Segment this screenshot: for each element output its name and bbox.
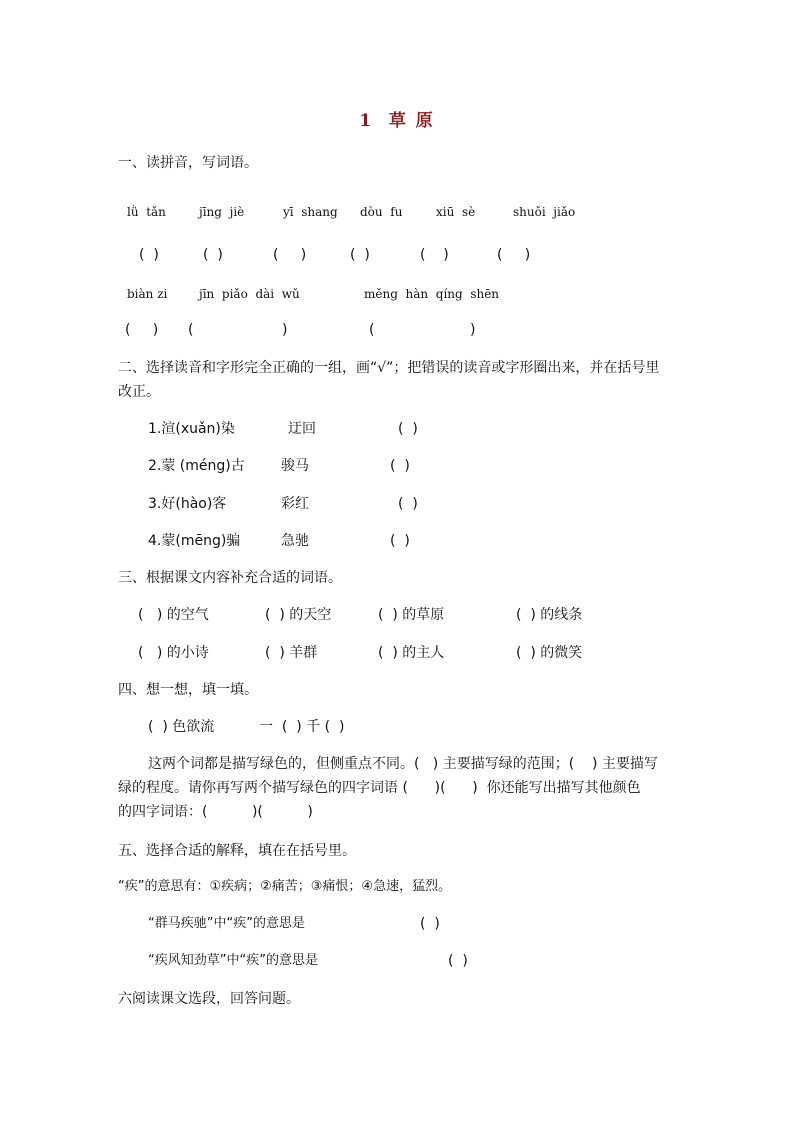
- fill-phrase[interactable]: ( ) 的微笑: [516, 645, 583, 661]
- meaning-list: “疾”的意思有：①疾病；②痛苦；③痛恨；④急速，猛烈。: [118, 879, 452, 894]
- answer-blank[interactable]: ( ): [497, 247, 531, 263]
- answer-blank[interactable]: ): [470, 322, 476, 338]
- answer-blank[interactable]: ( ): [398, 496, 418, 512]
- pinyin-item: jīn piǎo dài wǔ: [199, 287, 300, 301]
- pinyin-item: jīng jiè: [199, 205, 245, 219]
- answer-blank[interactable]: ( ): [273, 247, 307, 263]
- fill-phrase[interactable]: ( ) 的主人: [378, 645, 445, 661]
- choice-word: 骏马: [281, 458, 309, 474]
- fill-phrase[interactable]: ( ) 羊群: [265, 645, 318, 661]
- section-2-heading: 二、选择读音和字形完全正确的一组，画“√”；把错误的读音或字形圈出来，并在括号里: [118, 360, 660, 376]
- section-2-heading-cont: 改正。: [118, 384, 160, 400]
- answer-blank[interactable]: (: [188, 322, 194, 338]
- answer-blank[interactable]: ( ): [420, 916, 440, 932]
- choice-word: 2.蒙 (méng)古: [148, 458, 245, 474]
- fill-phrase[interactable]: ( ) 的草原: [378, 607, 445, 623]
- answer-blank[interactable]: ( ): [420, 247, 449, 263]
- choice-word: 1.渲(xuǎn)染: [148, 421, 235, 437]
- choice-word: 4.蒙(mēng)骗: [148, 533, 241, 549]
- fill-phrase[interactable]: 一 ( ) 千 ( ): [259, 719, 345, 735]
- answer-blank[interactable]: ( ): [203, 247, 223, 263]
- paragraph-line: 绿的程度。请你再写两个描写绿色的四字词语 ( )( ) 你还能写出描写其他颜色: [118, 780, 641, 796]
- answer-blank[interactable]: ( ): [125, 322, 159, 338]
- pinyin-item: yī shang: [283, 205, 338, 219]
- answer-blank[interactable]: ( ): [448, 953, 468, 969]
- pinyin-item: měng hàn qíng shēn: [364, 287, 500, 301]
- fill-phrase[interactable]: ( ) 色欲流: [148, 719, 215, 735]
- pinyin-item: dòu fu: [360, 205, 403, 219]
- question-text: “疾风知劲草”中“疾”的意思是: [148, 953, 318, 968]
- fill-phrase[interactable]: ( ) 的线条: [516, 607, 583, 623]
- pinyin-item: xiū sè: [436, 205, 476, 219]
- choice-word: 急驰: [281, 533, 309, 549]
- answer-blank[interactable]: ( ): [350, 247, 370, 263]
- choice-word: 3.好(hào)客: [148, 496, 227, 512]
- pinyin-item: shuǒi jiǎo: [513, 205, 576, 219]
- answer-blank[interactable]: ( ): [398, 421, 418, 437]
- fill-phrase[interactable]: ( ) 的空气: [138, 607, 209, 623]
- fill-phrase[interactable]: ( ) 的小诗: [138, 645, 209, 661]
- paragraph-line: 这两个词都是描写绿色的，但侧重点不同。( ) 主要描写绿的范围；( ) 主要描写: [148, 756, 658, 772]
- section-6-heading: 六阅读课文选段，回答问题。: [118, 991, 300, 1007]
- section-5-heading: 五、选择合适的解释，填在在括号里。: [118, 843, 356, 859]
- paragraph-line: 的四字词语：( )( ): [118, 804, 313, 820]
- page-title: 1 草 原: [359, 111, 435, 131]
- answer-blank[interactable]: ( ): [139, 247, 159, 263]
- fill-phrase[interactable]: ( ) 的天空: [265, 607, 332, 623]
- answer-blank[interactable]: ( ): [390, 533, 410, 549]
- choice-word: 彩红: [281, 496, 309, 512]
- pinyin-item: biàn zi: [127, 287, 168, 301]
- section-4-heading: 四、想一想，填一填。: [118, 682, 258, 698]
- pinyin-item: lǜ tǎn: [127, 205, 166, 219]
- answer-blank[interactable]: (: [369, 322, 375, 338]
- section-1-heading: 一、读拼音，写词语。: [118, 155, 258, 171]
- question-text: “群马疾驰”中“疾”的意思是: [148, 916, 305, 931]
- answer-blank[interactable]: ( ): [390, 458, 410, 474]
- choice-word: 迂回: [288, 421, 316, 437]
- answer-blank[interactable]: ): [282, 322, 288, 338]
- section-3-heading: 三、根据课文内容补充合适的词语。: [118, 570, 342, 586]
